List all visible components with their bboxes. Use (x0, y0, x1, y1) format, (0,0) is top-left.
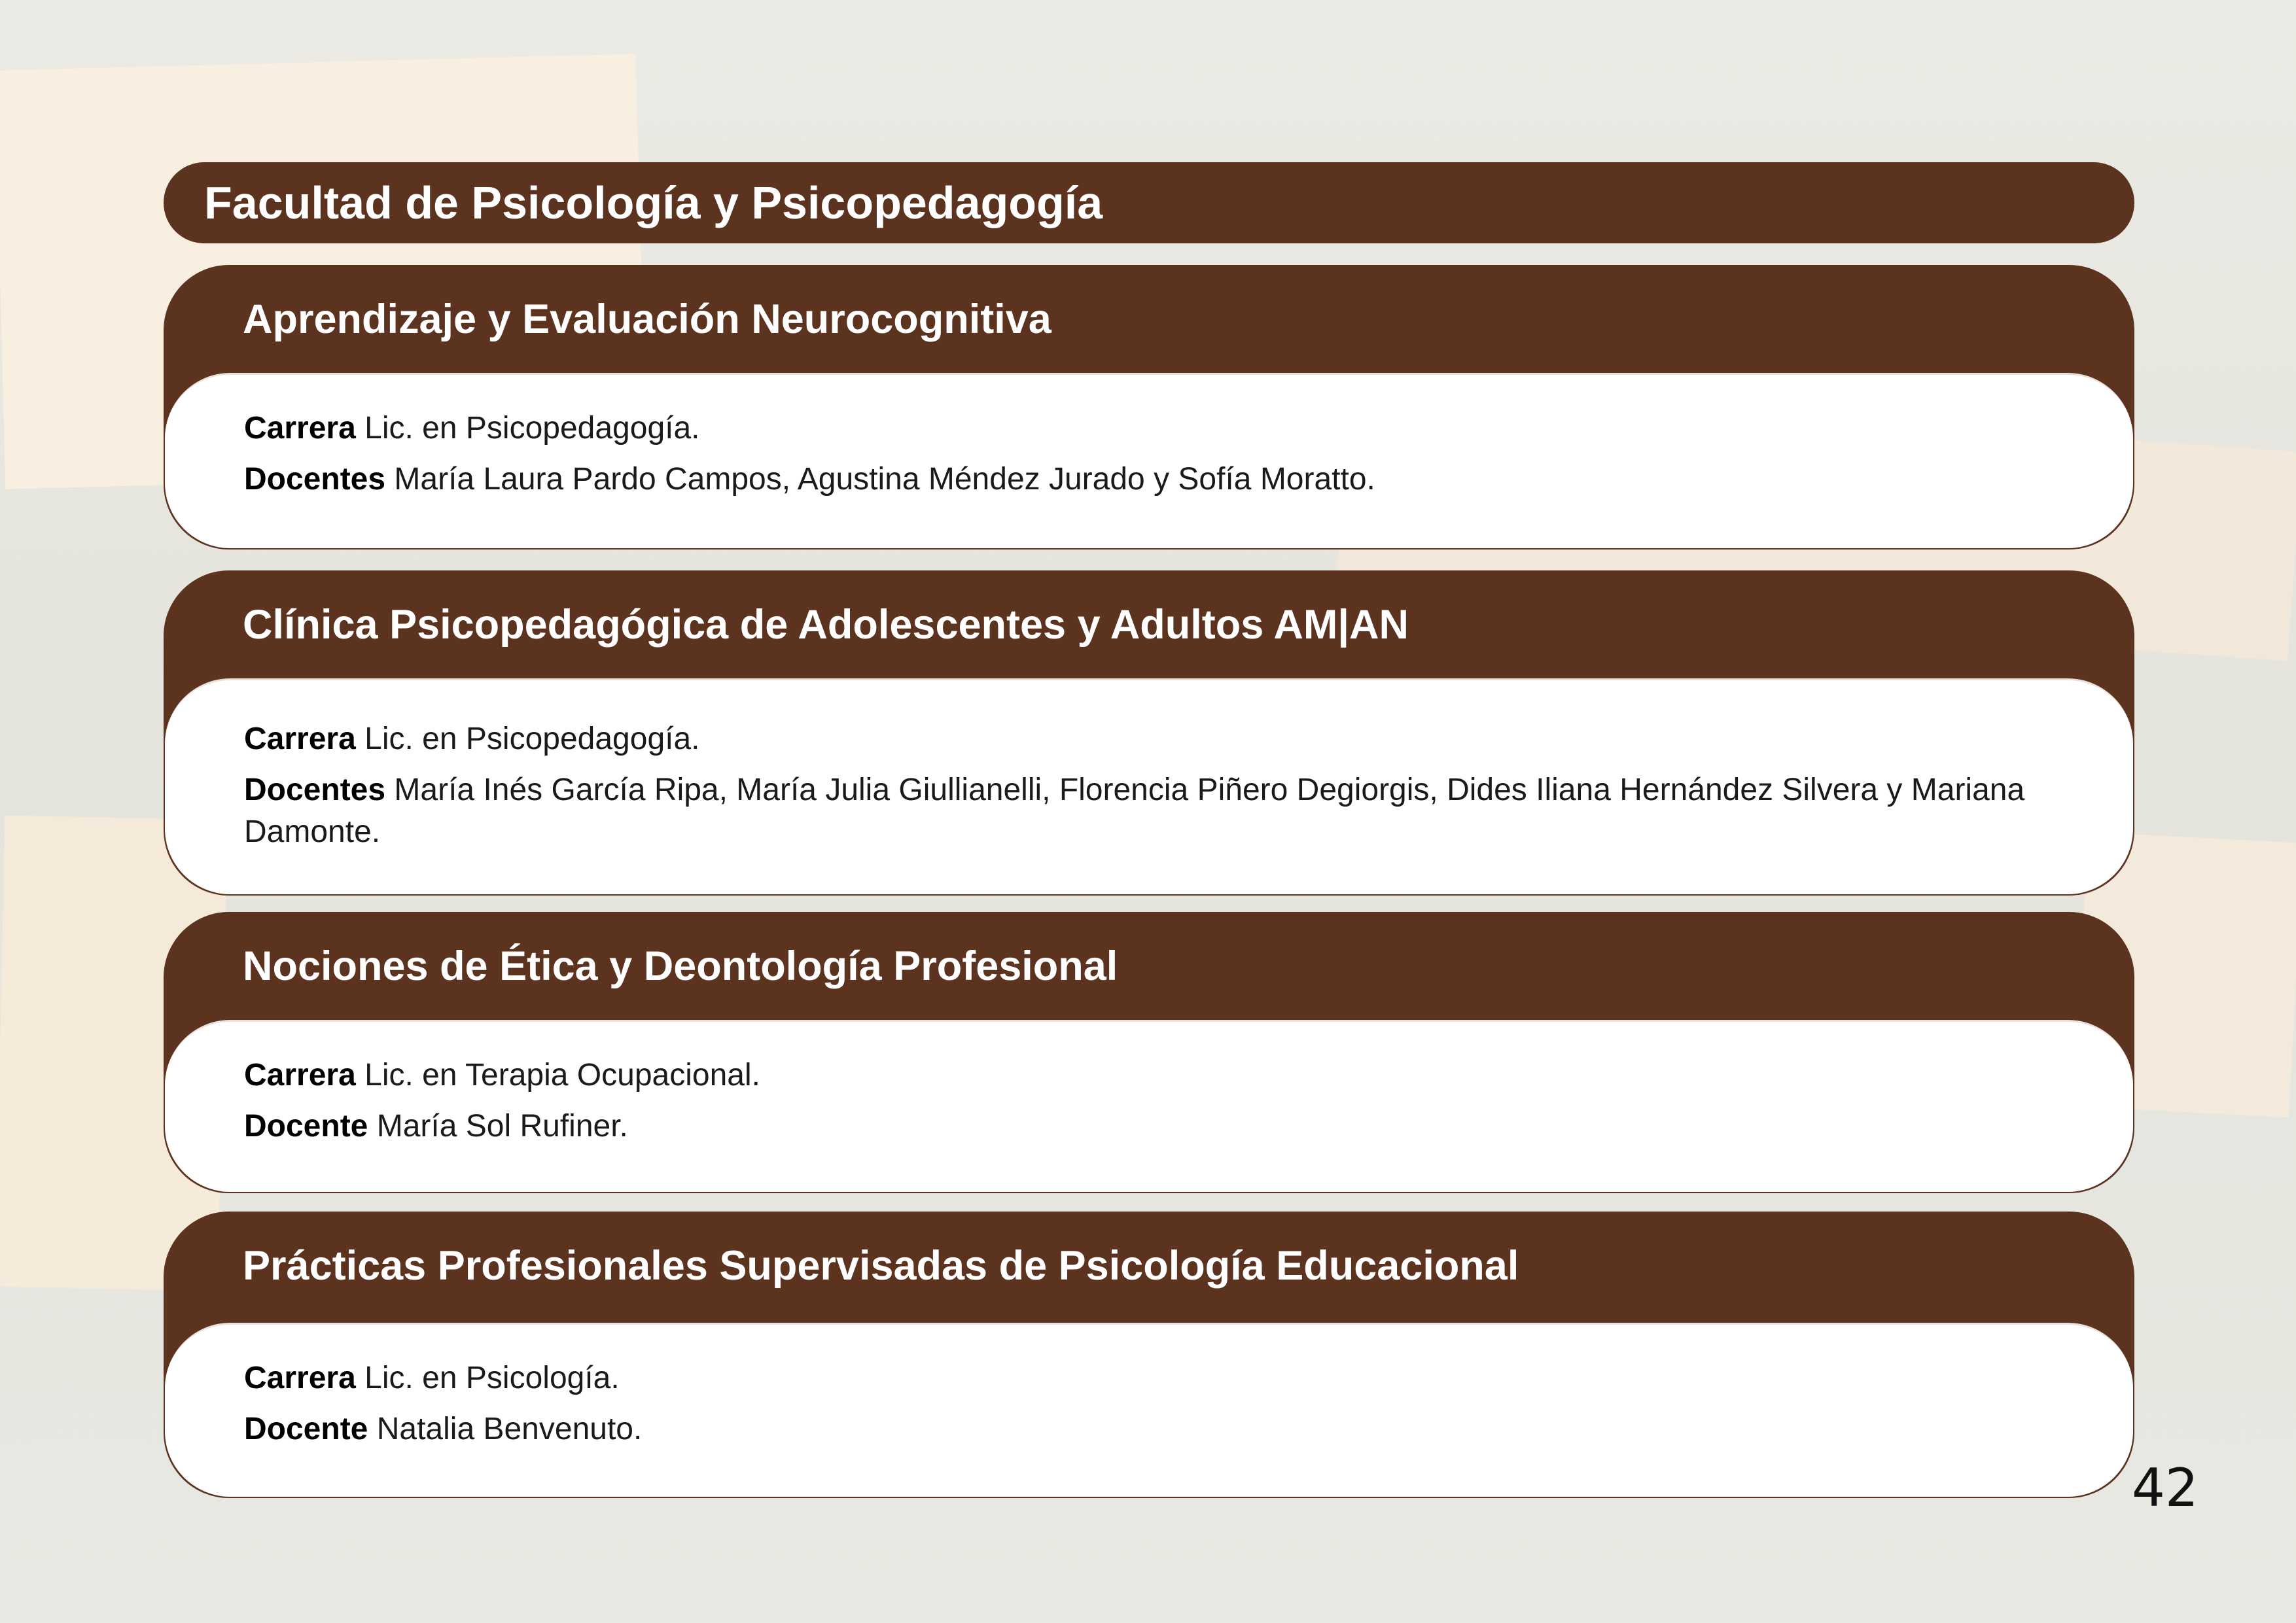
docentes-label: Docentes (244, 773, 386, 807)
course-details (165, 373, 2133, 548)
carrera-value: Lic. en Terapia Ocupacional. (364, 1058, 760, 1092)
course-title: Nociones de Ética y Deontología Profesional (243, 943, 1118, 989)
course-details (165, 1323, 2133, 1497)
docentes-value: Natalia Benvenuto. (376, 1412, 643, 1446)
course-title: Clínica Psicopedagógica de Adolescentes y Adultos AM|AN (243, 601, 1409, 648)
docentes-label: Docente (244, 1412, 368, 1446)
course-title: Aprendizaje y Evaluación Neurocognitiva (243, 296, 1051, 342)
docentes-label: Docente (244, 1109, 368, 1143)
course-card (164, 265, 2134, 550)
course-card (164, 912, 2134, 1193)
course-card (164, 1212, 2134, 1498)
page-number: 42 (2132, 1457, 2199, 1518)
docentes-label: Docentes (244, 462, 386, 497)
carrera-label: Carrera (244, 722, 356, 756)
carrera-value: Lic. en Psicopedagogía. (364, 411, 700, 445)
docentes-value: María Sol Rufiner. (376, 1109, 628, 1143)
course-title: Prácticas Profesionales Supervisadas de Psicología Educacional (243, 1242, 1519, 1289)
course-details (165, 1020, 2133, 1192)
docentes-value: María Inés García Ripa, María Julia Giullianelli, Florencia Piñero Degiorgis, Dides Iliana Hernández Silvera y Mariana Damonte. (244, 773, 2025, 849)
carrera-value: Lic. en Psicología. (364, 1361, 620, 1395)
carrera-value: Lic. en Psicopedagogía. (364, 722, 700, 756)
carrera-label: Carrera (244, 1058, 356, 1092)
faculty-title-bar (164, 162, 2134, 243)
carrera-label: Carrera (244, 411, 356, 445)
faculty-title: Facultad de Psicología y Psicopedagogía (204, 177, 1103, 228)
course-card (164, 570, 2134, 896)
carrera-label: Carrera (244, 1361, 356, 1395)
course-details (165, 678, 2133, 894)
docentes-value: María Laura Pardo Campos, Agustina Méndez Jurado y Sofía Moratto. (394, 462, 1375, 497)
